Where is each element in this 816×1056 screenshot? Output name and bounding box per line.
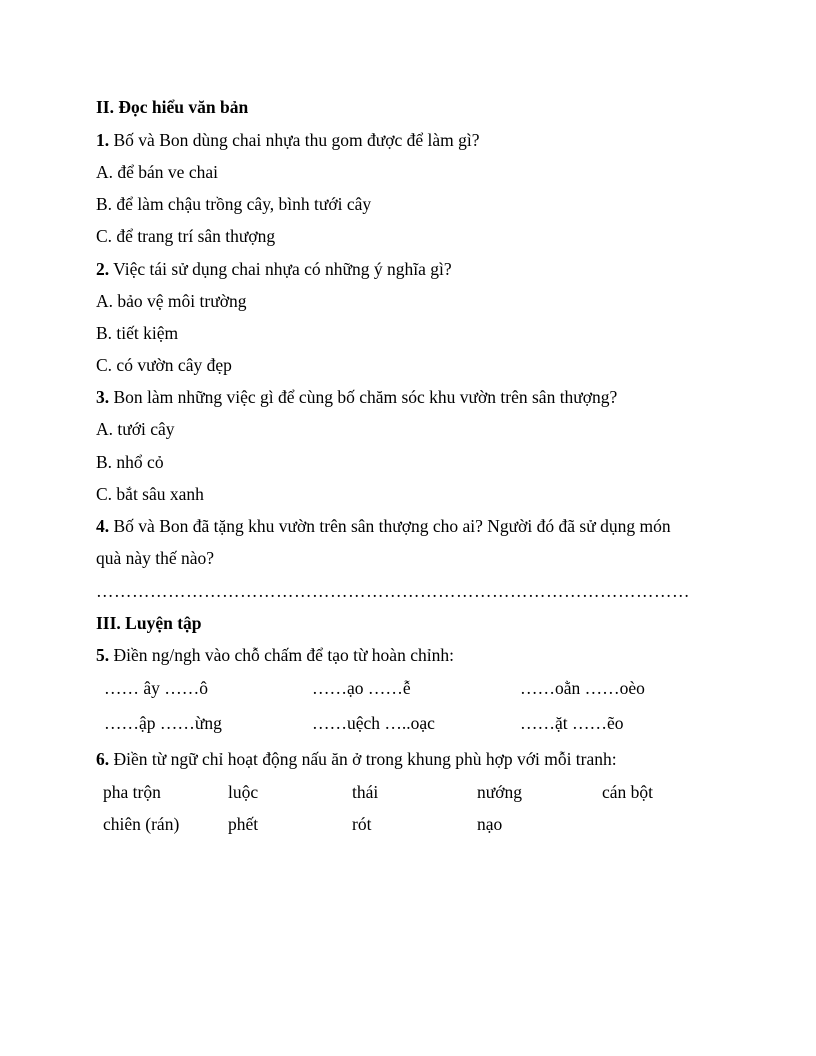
fill-blank-item: ……ập ……ừng: [104, 713, 222, 733]
word-bank-item: rót: [352, 814, 372, 834]
question-1: [96, 129, 480, 151]
word-bank-item: thái: [352, 782, 379, 802]
fill-blank-item: ……ặt ……ẽo: [520, 713, 624, 733]
word-bank-item: luộc: [228, 782, 259, 802]
question-1-option-b: B. để làm chậu trồng cây, bình tưới cây: [96, 194, 372, 214]
section-heading-reading: II. Đọc hiểu văn bản: [96, 97, 249, 117]
question-6-number: 6.: [96, 749, 110, 769]
question-3: [96, 386, 617, 408]
fill-blank-item: ……ạo ……ễ: [312, 678, 411, 698]
question-2-option-c: C. có vườn cây đẹp: [96, 355, 232, 375]
question-5: [96, 644, 454, 666]
question-1-option-a: A. để bán ve chai: [96, 162, 218, 182]
question-4-text-line2: quà này thế nào?: [96, 548, 215, 568]
question-2-option-b: B. tiết kiệm: [96, 323, 179, 343]
question-2-number: 2.: [96, 259, 110, 279]
question-1-number: 1.: [96, 130, 110, 150]
fill-blank-item: ……uệch …..oạc: [312, 713, 435, 733]
question-2-option-a: A. bảo vệ môi trường: [96, 291, 247, 311]
question-2: [96, 258, 452, 280]
question-4-number: 4.: [96, 516, 110, 536]
answer-dotted-line: ………………………………………………………………………………………: [96, 581, 690, 601]
word-bank-item: nướng: [477, 782, 522, 802]
question-6-text: Điền từ ngữ chỉ hoạt động nấu ăn ở trong khung phù hợp với mỗi tranh:: [109, 749, 617, 769]
question-3-number: 3.: [96, 387, 110, 407]
question-3-option-b: B. nhổ cỏ: [96, 452, 164, 472]
question-5-number: 5.: [96, 645, 110, 665]
word-bank-item: cán bột: [602, 782, 654, 802]
fill-blank-item: …… ây ……ô: [104, 678, 209, 698]
word-bank-item: phết: [228, 814, 259, 834]
question-3-option-a: A. tưới cây: [96, 419, 175, 439]
fill-blank-item: ……oằn ……oèo: [520, 678, 645, 698]
section-heading-practice: III. Luyện tập: [96, 613, 202, 633]
question-2-text: Việc tái sử dụng chai nhựa có những ý nghĩa gì?: [109, 259, 452, 279]
question-5-text: Điền ng/ngh vào chỗ chấm để tạo từ hoàn chỉnh:: [109, 645, 454, 665]
question-1-text: Bố và Bon dùng chai nhựa thu gom được để làm gì?: [109, 130, 480, 150]
question-3-option-c: C. bắt sâu xanh: [96, 484, 204, 504]
word-bank-item: chiên (rán): [103, 814, 180, 834]
word-bank-item: pha trộn: [103, 782, 161, 802]
question-6: [96, 748, 617, 770]
question-4: [96, 515, 671, 537]
word-bank-item: nạo: [477, 814, 503, 834]
question-1-option-c: C. để trang trí sân thượng: [96, 226, 276, 246]
question-3-text: Bon làm những việc gì để cùng bố chăm sóc khu vườn trên sân thượng?: [109, 387, 618, 407]
question-4-text-line1: Bố và Bon đã tặng khu vườn trên sân thượng cho ai? Người đó đã sử dụng món: [109, 516, 671, 536]
